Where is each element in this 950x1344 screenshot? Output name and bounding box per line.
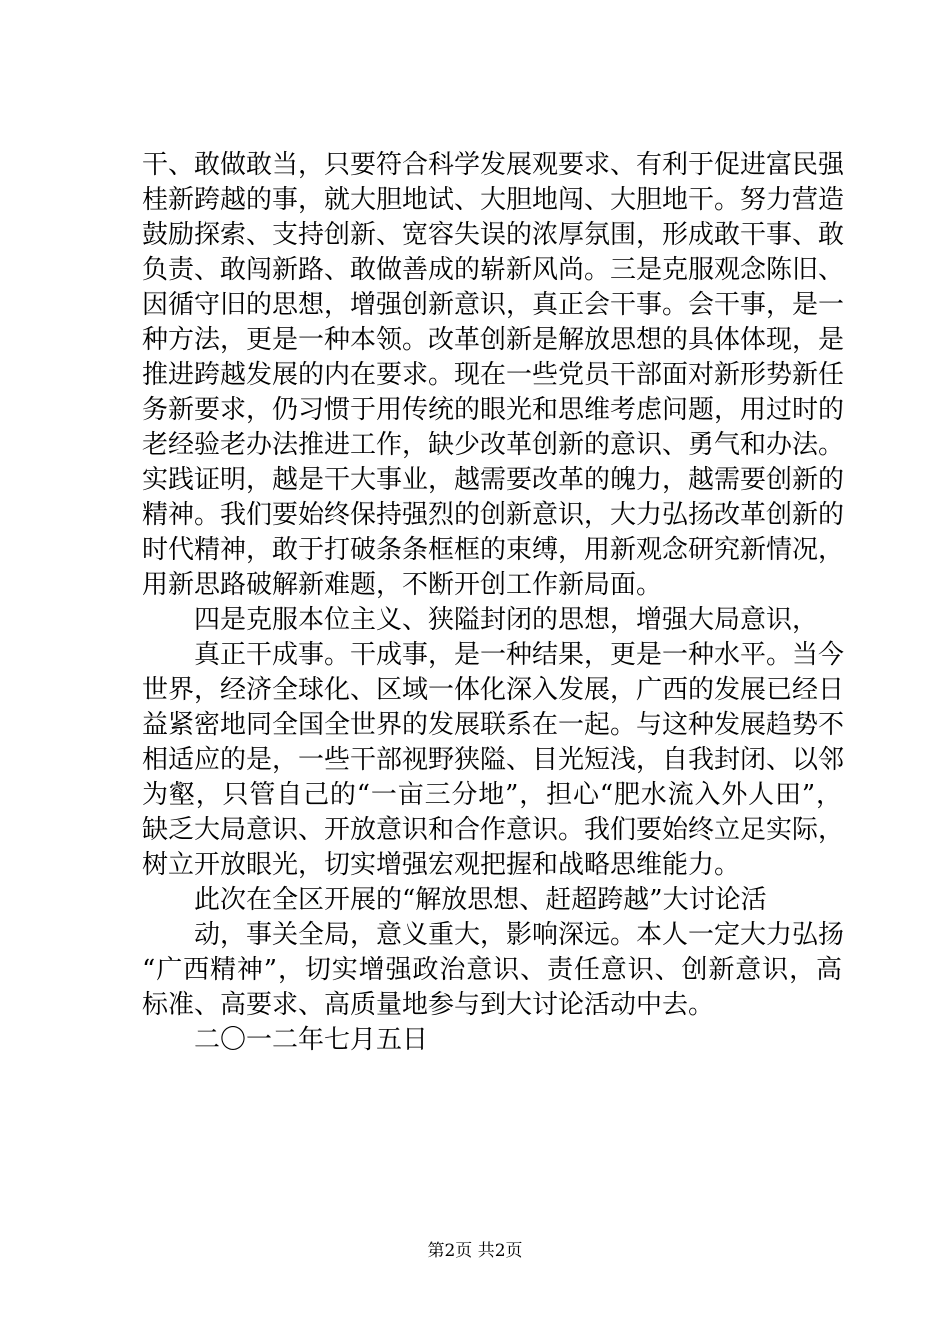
text-line: 鼓励探索、支持创新、宽容失误的浓厚氛围，形成敢干事、敢 (142, 220, 845, 250)
text-line: 树立开放眼光，切实增强宏观把握和战略思维能力。 (142, 850, 741, 880)
text-line: 相适应的是，一些干部视野狭隘、目光短浅，自我封闭、以邻 (142, 745, 845, 775)
document-body (142, 148, 845, 1058)
text-line: 老经验老办法推进工作，缺少改革创新的意识、勇气和办法。 (142, 430, 845, 460)
text-line: 四是克服本位主义、狭隘封闭的思想，增强大局意识， (194, 605, 819, 635)
text-line: 动，事关全局，意义重大，影响深远。本人一定大力弘扬 (194, 920, 845, 950)
text-line: 实践证明，越是干大事业，越需要改革的魄力，越需要创新的 (142, 465, 845, 495)
text-line: 用新思路破解新难题，不断开创工作新局面。 (142, 570, 663, 600)
page-footer (0, 1240, 950, 1262)
text-line: 为壑，只管自己的“一亩三分地”，担心“肥水流入外人田”， (142, 780, 842, 810)
text-line: 精神。我们要始终保持强烈的创新意识，大力弘扬改革创新的 (142, 500, 845, 530)
text-line: 负责、敢闯新路、敢做善成的崭新风尚。三是克服观念陈旧、 (142, 255, 845, 285)
text-line: 务新要求，仍习惯于用传统的眼光和思维考虑问题，用过时的 (142, 395, 845, 425)
text-line: 标准、高要求、高质量地参与到大讨论活动中去。 (142, 990, 715, 1020)
text-line: 时代精神，敢于打破条条框框的束缚，用新观念研究新情况， (142, 535, 845, 565)
text-line: “广西精神”，切实增强政治意识、责任意识、创新意识，高 (142, 955, 842, 985)
text-line: 二〇一二年七月五日 (194, 1025, 429, 1055)
text-line: 世界，经济全球化、区域一体化深入发展，广西的发展已经日 (142, 675, 845, 705)
text-line: 益紧密地同全国全世界的发展联系在一起。与这种发展趋势不 (142, 710, 845, 740)
text-line: 缺乏大局意识、开放意识和合作意识。我们要始终立足实际， (142, 815, 845, 845)
text-line: 因循守旧的思想，增强创新意识，真正会干事。会干事，是一 (142, 290, 845, 320)
text-line: 干、敢做敢当，只要符合科学发展观要求、有利于促进富民强 (142, 150, 845, 180)
text-line: 真正干成事。干成事，是一种结果，更是一种水平。当今 (194, 640, 845, 670)
text-line: 桂新跨越的事，就大胆地试、大胆地闯、大胆地干。努力营造 (142, 185, 845, 215)
text-line: 种方法，更是一种本领。改革创新是解放思想的具体体现，是 (142, 325, 845, 355)
text-line: 此次在全区开展的“解放思想、赶超跨越”大讨论活 (194, 885, 767, 915)
text-line: 推进跨越发展的内在要求。现在一些党员干部面对新形势新任 (142, 360, 845, 390)
page-number-label: 第2页 共2页 (427, 1241, 523, 1261)
